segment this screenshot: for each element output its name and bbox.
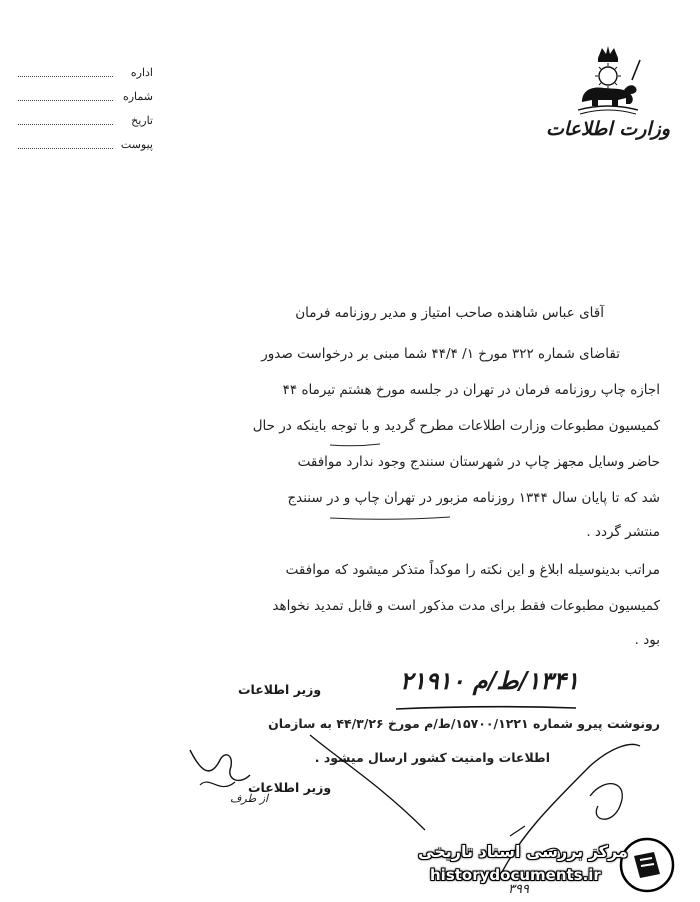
body-line-5: شد که تا پایان سال ۱۳۴۴ روزنامه مزبور در تهران چاپ و در سنندج (287, 490, 660, 506)
para2-line-2: کمیسیون مطبوعات فقط برای مدت مذکور است و قابل تمدید نخواهد (272, 598, 660, 614)
para2-line-3: بود . (634, 632, 660, 648)
dotted-line (18, 148, 113, 149)
header-field-tarikh (18, 114, 153, 132)
handwritten-stroke (300, 730, 440, 840)
field-label: اداره (130, 66, 153, 79)
page-mark: ۳۹۹ (508, 882, 529, 897)
header-field-peyvast (18, 138, 153, 156)
underline-mark (330, 506, 450, 512)
body-line-4: حاضر وسایل مجهز چاپ در شهرستان سنندج وجود ندارد موافقت (297, 454, 660, 470)
addressee: آقای عباس شاهنده صاحب امتیاز و مدیر روزنامه فرمان (295, 305, 604, 321)
handwritten-signature-left (180, 740, 260, 800)
dotted-line (18, 76, 113, 77)
minister-signature-title: وزیر اطلاعات (238, 682, 322, 697)
para2-line-1: مراتب بدینوسیله ابلاغ و این نکته را موکداً متذکر میشود که موافقت (285, 562, 660, 578)
header-field-shomare (18, 90, 153, 108)
body-line-1: تقاضای شماره ۳۲۲ مورخ ۱/ ۴۴/۴ شما مبنی بر درخواست صدور (261, 346, 620, 362)
dotted-line (18, 100, 113, 101)
field-label: شماره (122, 90, 153, 103)
body-line-2: اجازه چاپ روزنامه فرمان در تهران در جلسه مورخ هشتم تیرماه ۴۴ (282, 382, 660, 398)
handwritten-reference: ۱۳۴۱/ط/م ۲۱۹۱۰ (400, 666, 579, 695)
copy-note-line-2: اطلاعات وامنیت کشور ارسال میشود . (314, 750, 550, 765)
signature-prefix: از طرف (230, 792, 269, 805)
field-label: پیوست (120, 138, 153, 151)
underline-mark (330, 432, 380, 436)
header-field-idare (18, 66, 153, 84)
lion-and-sun-emblem-icon (568, 44, 648, 116)
dotted-line (18, 124, 113, 125)
body-line-3: کمیسیون مطبوعات وزارت اطلاعات مطرح گردید و با توجه باینکه در حال (252, 418, 660, 434)
field-label: تاریخ (131, 114, 153, 127)
body-line-6: منتشر گردد . (586, 524, 660, 540)
signature-block-title: وزیر اطلاعات (248, 780, 332, 795)
watermark-persian: مرکز بررسی اسناد تاریخی (418, 842, 628, 861)
ministry-title: وزارت اطلاعات (545, 118, 670, 140)
watermark-site: historydocuments.ir (430, 866, 601, 884)
handwritten-underline (396, 696, 576, 702)
copy-note-line-1: رونوشت پیرو شماره ۱۵۷۰۰/۱۲۲۱/ط/م مورخ ۴۴/۳/۲۶ به سازمان (268, 716, 660, 731)
